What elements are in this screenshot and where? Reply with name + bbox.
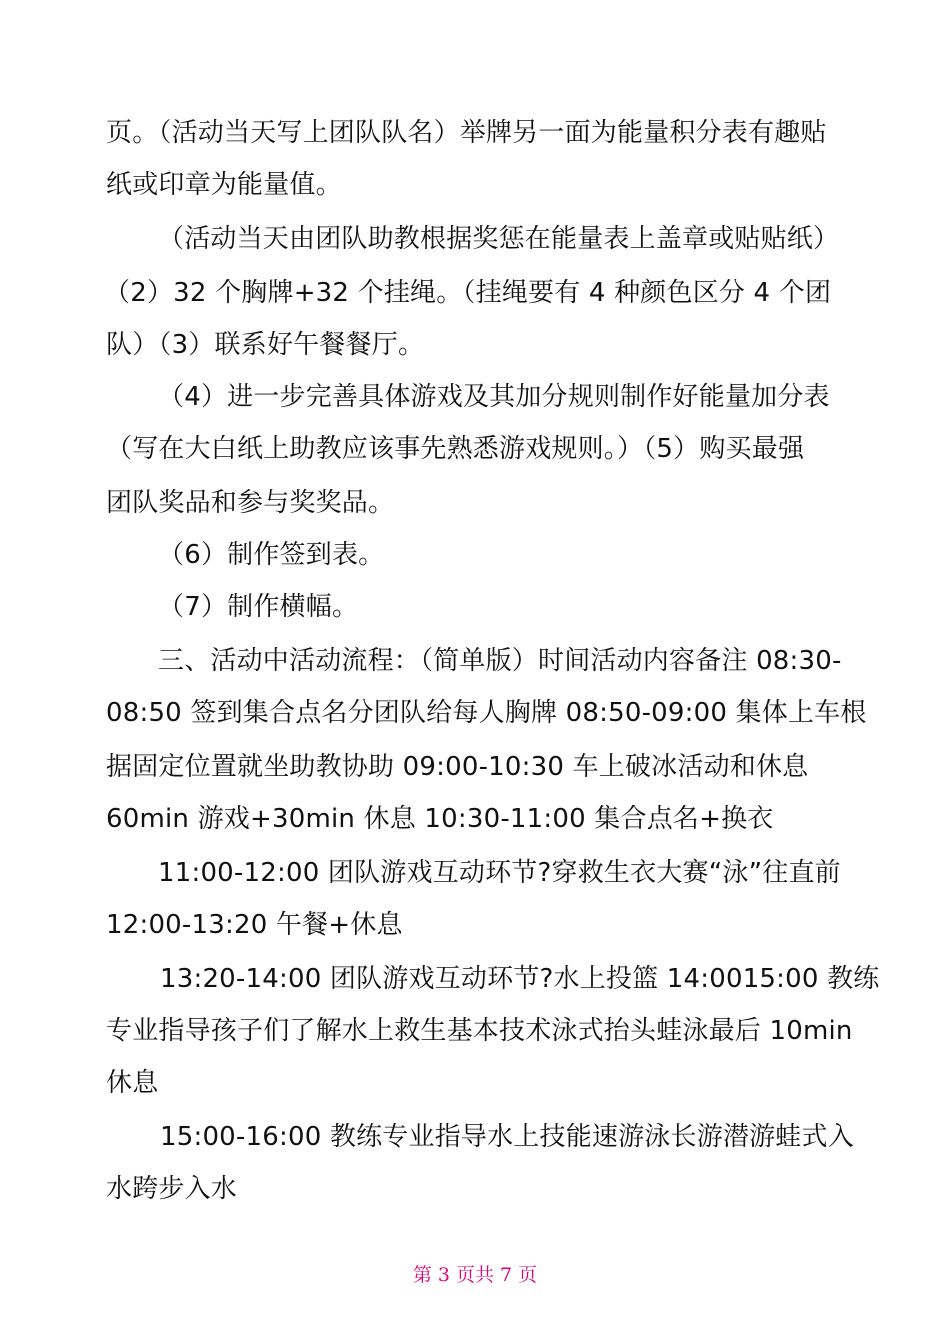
text-line: 队）（3）联系好午餐餐厅。 [106,330,425,360]
text-line: 08:50 签到集合点名分团队给每人胸牌 08:50-09:00 集体上车根 [106,698,867,728]
text-line: 13:20-14:00 团队游戏互动环节?水上投篮 14:0015:00 教练 [160,964,880,994]
text-line: （写在大白纸上助教应该事先熟悉游戏规则。）（5）购买最强 [106,434,805,464]
text-line: 15:00-16:00 教练专业指导水上技能速游泳长游潜游蛙式入 [160,1122,854,1152]
text-line: （活动当天由团队助教根据奖惩在能量表上盖章或贴贴纸） [158,224,840,254]
text-line: （2）32 个胸牌+32 个挂绳。（挂绳要有 4 种颜色区分 4 个团 [104,278,832,308]
text-line: 专业指导孩子们了解水上救生基本技术泳式抬头蛙泳最后 10min [106,1016,853,1046]
text-line: 团队奖品和参与奖奖品。 [106,488,395,518]
text-line: 水跨步入水 [106,1174,238,1204]
text-line: （6）制作签到表。 [158,540,385,570]
text-line: 11:00-12:00 团队游戏互动环节?穿救生衣大赛“泳”往直前 [158,858,841,888]
text-line: 休息 [106,1068,159,1098]
text-line: 60min 游戏+30min 休息 10:30-11:00 集合点名+换衣 [106,804,774,834]
text-line: 页。（活动当天写上团队队名）举牌另一面为能量积分表有趣贴 [106,118,827,148]
text-line: （7）制作横幅。 [158,592,359,622]
section-heading-line: 三、活动中活动流程：（简单版）时间活动内容备注 08:30- [158,646,842,676]
text-line: （4）进一步完善具体游戏及其加分规则制作好能量加分表 [158,382,830,412]
text-line: 纸或印章为能量值。 [106,170,342,200]
text-line: 据固定位置就坐助教协助 09:00-10:30 车上破冰活动和休息 [106,752,809,782]
page-number-footer: 第 3 页共 7 页 [412,1264,538,1286]
text-line: 12:00-13:20 午餐+休息 [106,910,403,940]
